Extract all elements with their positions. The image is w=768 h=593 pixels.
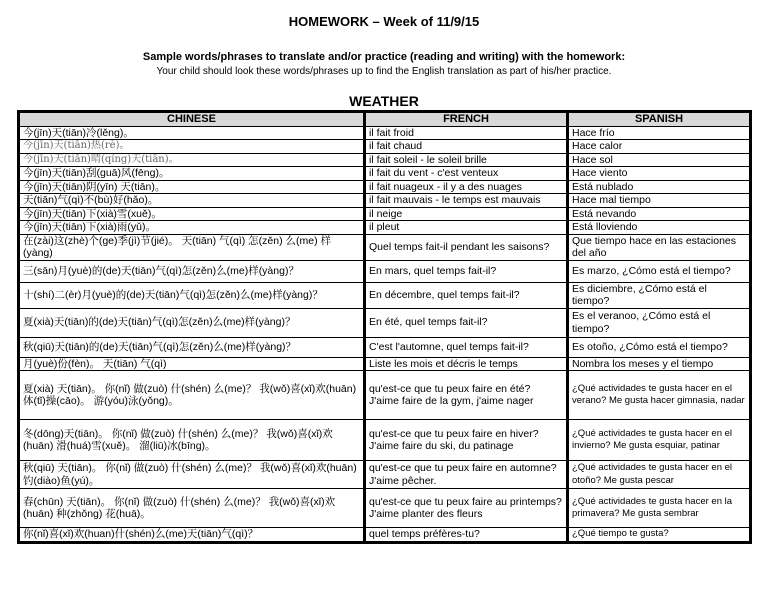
- cell-fr: il fait nuageux - il y a des nuages: [365, 180, 568, 194]
- table-row: [19, 167, 751, 181]
- cell-zh: 在(zài)这(zhè)个(ge)季(jì)节(jié)。 天(tiān) 气(qì) 怎(zěn) 么(me) 样(yàng): [19, 234, 365, 260]
- cell-fr: il fait soleil - le soleil brille: [365, 153, 568, 167]
- cell-es: Es diciembre, ¿Cómo está el tiempo?: [568, 282, 751, 308]
- cell-es: Nombra los meses y el tiempo: [568, 357, 751, 371]
- cell-es: Es otoño, ¿Cómo está el tiempo?: [568, 337, 751, 357]
- instructions: Sample words/phrases to translate and/or practice (reading and writing) with the homework:: [142, 51, 626, 63]
- section-title: WEATHER: [349, 93, 419, 109]
- cell-es: Está nevando: [568, 207, 751, 221]
- cell-es: Es marzo, ¿Cómo está el tiempo?: [568, 260, 751, 282]
- cell-es: ¿Qué actividades te gusta hacer en el verano? Me gusta hacer gimnasia, nadar: [568, 371, 751, 420]
- cell-zh: 十(shí)二(èr)月(yuè)的(de)天(tiān)气(qì)怎(zěn)么(me)样(yàng)？: [19, 282, 365, 308]
- cell-es: Es el veranoo, ¿Cómo está el tiempo?: [568, 308, 751, 337]
- cell-fr: qu'est-ce que tu peux faire en hiver? J'aime faire du ski, du patinage: [365, 420, 568, 461]
- cell-fr: il pleut: [365, 221, 568, 235]
- cell-es: Que tiempo hace en las estaciones del año: [568, 234, 751, 260]
- column-header-spanish: SPANISH: [568, 112, 751, 127]
- cell-fr: quel temps préfères-tu?: [365, 528, 568, 543]
- table-row: [19, 357, 751, 371]
- table-row: [19, 528, 751, 543]
- cell-zh: 秋(qiū)天(tiān)的(de)天(tiān)气(qì)怎(zěn)么(me)样(yàng)？: [19, 337, 365, 357]
- cell-es: Está lloviendo: [568, 221, 751, 235]
- table-row: [19, 260, 751, 282]
- cell-zh: 天(tiān)气(qì)不(bù)好(hǎo)。: [19, 194, 365, 208]
- cell-es: Hace viento: [568, 167, 751, 181]
- cell-es: ¿Qué actividades te gusta hacer en la primavera? Me gusta sembrar: [568, 489, 751, 528]
- table-row: [19, 153, 751, 167]
- cell-zh: 今(jīn)天(tiān)下(xià)雨(yǔ)。: [19, 221, 365, 235]
- cell-fr: qu'est-ce que tu peux faire en été? J'aime faire de la gym, j'aime nager: [365, 371, 568, 420]
- cell-fr: il fait mauvais - le temps est mauvais: [365, 194, 568, 208]
- table-row: [19, 126, 751, 140]
- table-row: [19, 194, 751, 208]
- cell-es: Está nublado: [568, 180, 751, 194]
- cell-es: Hace mal tiempo: [568, 194, 751, 208]
- table-row: [19, 371, 751, 420]
- cell-zh: 你(nǐ)喜(xǐ)欢(huan)什(shén)么(me)天(tiān)气(qì)？: [19, 528, 365, 543]
- cell-zh: 今(jīn)天(tiān)冷(lěng)。: [19, 126, 365, 140]
- cell-zh: 今(jīn)天(tiān)阴(yīn) 天(tiān)。: [19, 180, 365, 194]
- table-row: [19, 489, 751, 528]
- cell-zh: 夏(xià)天(tiān)的(de)天(tiān)气(qì)怎(zěn)么(me)样(yàng)？: [19, 308, 365, 337]
- table-header: [19, 112, 751, 127]
- table-row: [19, 461, 751, 489]
- cell-fr: C'est l'automne, quel temps fait-il?: [365, 337, 568, 357]
- cell-zh: 夏(xià) 天(tiān)。 你(nǐ) 做(zuò) 什(shén) 么(me)？ 我(wǒ)喜(xǐ)欢(huān) 体(tǐ)操(cāo)。 游(yóu)泳(yǒng)。: [19, 371, 365, 420]
- cell-es: Hace calor: [568, 140, 751, 154]
- cell-fr: Liste les mois et décris le temps: [365, 357, 568, 371]
- cell-zh: 今(jīn)天(tiān)刮(guā)风(fēng)。: [19, 167, 365, 181]
- cell-zh: 三(sān)月(yuè)的(de)天(tiān)气(qì)怎(zěn)么(me)样(yàng)？: [19, 260, 365, 282]
- cell-zh: 今(jīn)天(tiān)热(rè)。: [19, 140, 365, 154]
- cell-es: Hace frío: [568, 126, 751, 140]
- cell-es: ¿Qué actividades te gusta hacer en el otoño? Me gusta pescar: [568, 461, 751, 489]
- vocabulary-table: [17, 110, 752, 544]
- table-row: [19, 282, 751, 308]
- cell-zh: 秋(qiū) 天(tiān)。 你(nǐ) 做(zuò) 什(shén) 么(me)？ 我(wǒ)喜(xǐ)欢(huān) 钓(diào)鱼(yú)。: [19, 461, 365, 489]
- cell-zh: 今(jīn)天(tiān)下(xià)雪(xuě)。: [19, 207, 365, 221]
- cell-zh: 今(jīn)天(tiān)晴(qíng)天(tiān)。: [19, 153, 365, 167]
- cell-fr: qu'est-ce que tu peux faire au printemps? J'aime planter des fleurs: [365, 489, 568, 528]
- cell-fr: Quel temps fait-il pendant les saisons?: [365, 234, 568, 260]
- cell-zh: 月(yuè)份(fèn)。 天(tiān) 气(qì): [19, 357, 365, 371]
- column-header-chinese: CHINESE: [19, 112, 365, 127]
- table-row: [19, 308, 751, 337]
- column-header-french: FRENCH: [365, 112, 568, 127]
- cell-es: Hace sol: [568, 153, 751, 167]
- cell-es: ¿Qué tiempo te gusta?: [568, 528, 751, 543]
- cell-zh: 冬(dōng)天(tiān)。 你(nǐ) 做(zuò) 什(shén) 么(me)？ 我(wǒ)喜(xǐ)欢(huān) 滑(huá)雪(xuě)。 溜(liū)冰(bīng)。: [19, 420, 365, 461]
- table-row: [19, 207, 751, 221]
- cell-fr: il neige: [365, 207, 568, 221]
- table-row: [19, 420, 751, 461]
- cell-fr: En mars, quel temps fait-il?: [365, 260, 568, 282]
- instructions-note: Your child should look these words/phrases up to find the English translation as part of his/her practice.: [156, 66, 612, 77]
- table-row: [19, 140, 751, 154]
- cell-fr: En décembre, quel temps fait-il?: [365, 282, 568, 308]
- table-row: [19, 234, 751, 260]
- page-title: HOMEWORK – Week of 11/9/15: [288, 14, 480, 29]
- cell-fr: il fait du vent - c'est venteux: [365, 167, 568, 181]
- cell-fr: qu'est-ce que tu peux faire en automne? J'aime pêcher.: [365, 461, 568, 489]
- cell-fr: il fait froid: [365, 126, 568, 140]
- cell-fr: En été, quel temps fait-il?: [365, 308, 568, 337]
- table-row: [19, 180, 751, 194]
- cell-fr: il fait chaud: [365, 140, 568, 154]
- cell-es: ¿Qué actividades te gusta hacer en el invierno? Me gusta esquiar, patinar: [568, 420, 751, 461]
- table-row: [19, 337, 751, 357]
- table-row: [19, 221, 751, 235]
- cell-zh: 春(chūn) 天(tiān)。 你(nǐ) 做(zuò) 什(shén) 么(me)？ 我(wǒ)喜(xǐ)欢(huān) 种(zhǒng) 花(huā)。: [19, 489, 365, 528]
